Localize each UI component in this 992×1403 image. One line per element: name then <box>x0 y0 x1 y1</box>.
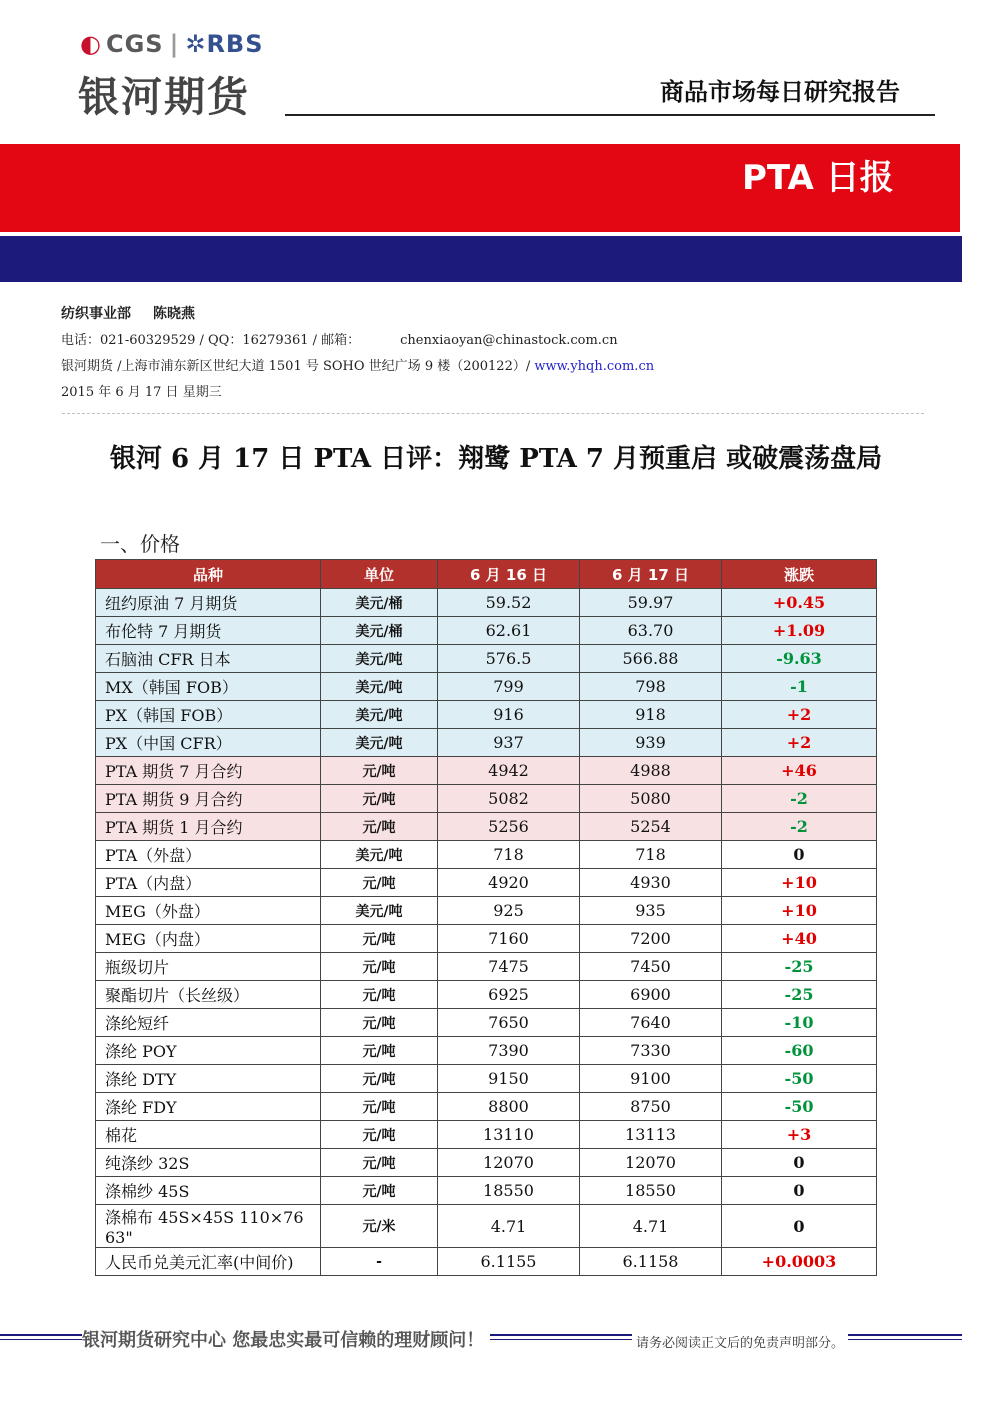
price-table <box>95 559 877 1276</box>
change-cell: -25 <box>722 981 877 1009</box>
table-row <box>96 1065 877 1093</box>
table-row <box>96 1248 877 1276</box>
unit-cell: 元/吨 <box>321 785 438 813</box>
product-name-cell: 瓶级切片 <box>96 953 321 981</box>
jun16-price-cell: 59.52 <box>438 589 580 617</box>
jun17-price-cell: 7200 <box>580 925 722 953</box>
table-row <box>96 869 877 897</box>
change-cell: -10 <box>722 1009 877 1037</box>
jun17-price-cell: 4988 <box>580 757 722 785</box>
jun16-price-cell: 18550 <box>438 1177 580 1205</box>
jun16-price-cell: 799 <box>438 673 580 701</box>
report-date: 2015 年 6 月 17 日 星期三 <box>61 385 222 400</box>
col-header-jun17: 6 月 17 日 <box>580 560 722 589</box>
table-row <box>96 757 877 785</box>
table-row <box>96 1009 877 1037</box>
table-row <box>96 673 877 701</box>
unit-cell: 元/吨 <box>321 1177 438 1205</box>
author-line <box>61 303 195 323</box>
product-name-cell: 涤纶 POY <box>96 1037 321 1065</box>
product-name-cell: PTA 期货 1 月合约 <box>96 813 321 841</box>
change-cell: -2 <box>722 813 877 841</box>
title-banner <box>0 144 960 232</box>
logo-separator: | <box>169 30 180 58</box>
col-header-change: 涨跌 <box>722 560 877 589</box>
unit-cell: 元/吨 <box>321 1037 438 1065</box>
change-cell: -2 <box>722 785 877 813</box>
unit-cell: 元/吨 <box>321 757 438 785</box>
jun17-price-cell: 566.88 <box>580 645 722 673</box>
analyst-name: 陈晓燕 <box>153 306 195 322</box>
unit-cell: 元/吨 <box>321 953 438 981</box>
product-name-cell: 涤纶 DTY <box>96 1065 321 1093</box>
col-header-product: 品种 <box>96 560 321 589</box>
footer-disclaimer: 请务必阅读正文后的免责声明部分。 <box>632 1332 848 1351</box>
change-cell: +0.0003 <box>722 1248 877 1276</box>
table-row <box>96 841 877 869</box>
footer-slogan: 银河期货研究中心 您最忠实最可信赖的理财顾问！ <box>82 1326 490 1352</box>
jun16-price-cell: 7390 <box>438 1037 580 1065</box>
change-cell: 0 <box>722 841 877 869</box>
product-name-cell: 纽约原油 7 月期货 <box>96 589 321 617</box>
jun17-price-cell: 939 <box>580 729 722 757</box>
contact-line <box>61 329 618 348</box>
jun17-price-cell: 718 <box>580 841 722 869</box>
company-name: 银河期货 <box>78 73 250 121</box>
product-name-cell: 涤纶 FDY <box>96 1093 321 1121</box>
product-name-cell: 涤棉布 45S×45S 110×76 63" <box>96 1205 321 1248</box>
jun16-price-cell: 12070 <box>438 1149 580 1177</box>
change-cell: -25 <box>722 953 877 981</box>
logo-rbs-icon: ✲ <box>185 30 207 58</box>
jun16-price-cell: 718 <box>438 841 580 869</box>
table-row <box>96 1149 877 1177</box>
product-name-cell: PTA（内盘） <box>96 869 321 897</box>
product-name-cell: 涤纶短纤 <box>96 1009 321 1037</box>
unit-cell: 美元/吨 <box>321 841 438 869</box>
department: 纺织事业部 <box>61 306 131 322</box>
product-name-cell: PX（韩国 FOB） <box>96 701 321 729</box>
jun17-price-cell: 12070 <box>580 1149 722 1177</box>
email-link[interactable]: chenxiaoyan@chinastock.com.cn <box>400 333 618 348</box>
change-cell: 0 <box>722 1205 877 1248</box>
product-name-cell: 棉花 <box>96 1121 321 1149</box>
change-cell: -1 <box>722 673 877 701</box>
unit-cell: 元/吨 <box>321 981 438 1009</box>
change-cell: +2 <box>722 729 877 757</box>
banner-title: PTA 日报 <box>742 158 894 198</box>
jun17-price-cell: 9100 <box>580 1065 722 1093</box>
table-row <box>96 1121 877 1149</box>
logo-rbs: RBS <box>206 30 264 58</box>
jun16-price-cell: 916 <box>438 701 580 729</box>
change-cell: +2 <box>722 701 877 729</box>
table-row <box>96 589 877 617</box>
jun16-price-cell: 937 <box>438 729 580 757</box>
table-row <box>96 701 877 729</box>
jun17-price-cell: 13113 <box>580 1121 722 1149</box>
table-row <box>96 1037 877 1065</box>
unit-cell: 元/吨 <box>321 1093 438 1121</box>
unit-cell: 元/吨 <box>321 1121 438 1149</box>
header-divider <box>285 114 935 116</box>
table-row <box>96 617 877 645</box>
jun16-price-cell: 62.61 <box>438 617 580 645</box>
unit-cell: 元/吨 <box>321 1065 438 1093</box>
jun16-price-cell: 4942 <box>438 757 580 785</box>
jun17-price-cell: 4.71 <box>580 1205 722 1248</box>
unit-cell: 美元/桶 <box>321 617 438 645</box>
jun16-price-cell: 576.5 <box>438 645 580 673</box>
table-row <box>96 645 877 673</box>
jun16-price-cell: 9150 <box>438 1065 580 1093</box>
change-cell: 0 <box>722 1177 877 1205</box>
change-cell: +1.09 <box>722 617 877 645</box>
product-name-cell: 人民币兑美元汇率(中间价) <box>96 1248 321 1276</box>
table-row <box>96 729 877 757</box>
change-cell: -50 <box>722 1093 877 1121</box>
product-name-cell: 涤棉纱 45S <box>96 1177 321 1205</box>
address: 银河期货 /上海市浦东新区世纪大道 1501 号 SOHO 世纪广场 9 楼（200122）/ <box>61 359 535 374</box>
col-header-unit: 单位 <box>321 560 438 589</box>
website-link[interactable]: www.yhqh.com.cn <box>534 359 655 374</box>
table-row <box>96 1205 877 1248</box>
table-row <box>96 785 877 813</box>
unit-cell: 美元/吨 <box>321 729 438 757</box>
change-cell: +40 <box>722 925 877 953</box>
unit-cell: 美元/吨 <box>321 645 438 673</box>
unit-cell: - <box>321 1248 438 1276</box>
jun16-price-cell: 7160 <box>438 925 580 953</box>
company-logo <box>80 30 264 58</box>
logo-swirl-icon: ◐ <box>80 30 102 58</box>
jun17-price-cell: 5254 <box>580 813 722 841</box>
unit-cell: 元/米 <box>321 1205 438 1248</box>
product-name-cell: PTA（外盘） <box>96 841 321 869</box>
jun17-price-cell: 7640 <box>580 1009 722 1037</box>
jun16-price-cell: 6925 <box>438 981 580 1009</box>
unit-cell: 元/吨 <box>321 1149 438 1177</box>
jun17-price-cell: 7450 <box>580 953 722 981</box>
change-cell: 0 <box>722 1149 877 1177</box>
change-cell: -9.63 <box>722 645 877 673</box>
price-table-body <box>96 589 877 1276</box>
unit-cell: 美元/吨 <box>321 673 438 701</box>
table-row <box>96 925 877 953</box>
change-cell: +46 <box>722 757 877 785</box>
jun16-price-cell: 7475 <box>438 953 580 981</box>
jun16-price-cell: 6.1155 <box>438 1248 580 1276</box>
jun17-price-cell: 8750 <box>580 1093 722 1121</box>
jun16-price-cell: 925 <box>438 897 580 925</box>
unit-cell: 美元/吨 <box>321 701 438 729</box>
jun17-price-cell: 918 <box>580 701 722 729</box>
product-name-cell: PTA 期货 9 月合约 <box>96 785 321 813</box>
jun17-price-cell: 5080 <box>580 785 722 813</box>
change-cell: +0.45 <box>722 589 877 617</box>
table-row <box>96 1093 877 1121</box>
product-name-cell: 纯涤纱 32S <box>96 1149 321 1177</box>
table-row <box>96 813 877 841</box>
jun16-price-cell: 5256 <box>438 813 580 841</box>
unit-cell: 美元/吨 <box>321 897 438 925</box>
jun17-price-cell: 935 <box>580 897 722 925</box>
price-table-header <box>96 560 877 589</box>
report-type: 商品市场每日研究报告 <box>660 78 900 106</box>
product-name-cell: 聚酯切片（长丝级） <box>96 981 321 1009</box>
dashed-divider <box>62 413 924 414</box>
jun17-price-cell: 63.70 <box>580 617 722 645</box>
jun17-price-cell: 6.1158 <box>580 1248 722 1276</box>
product-name-cell: PX（中国 CFR） <box>96 729 321 757</box>
change-cell: +10 <box>722 897 877 925</box>
product-name-cell: MEG（外盘） <box>96 897 321 925</box>
unit-cell: 元/吨 <box>321 925 438 953</box>
table-row <box>96 897 877 925</box>
jun17-price-cell: 7330 <box>580 1037 722 1065</box>
table-row <box>96 981 877 1009</box>
navy-banner <box>0 236 962 282</box>
address-line <box>61 355 654 374</box>
jun17-price-cell: 18550 <box>580 1177 722 1205</box>
section-title: 一、价格 <box>100 532 180 556</box>
jun17-price-cell: 59.97 <box>580 589 722 617</box>
change-cell: -60 <box>722 1037 877 1065</box>
jun17-price-cell: 6900 <box>580 981 722 1009</box>
unit-cell: 元/吨 <box>321 869 438 897</box>
product-name-cell: 石脑油 CFR 日本 <box>96 645 321 673</box>
change-cell: -50 <box>722 1065 877 1093</box>
change-cell: +3 <box>722 1121 877 1149</box>
table-row <box>96 953 877 981</box>
product-name-cell: MX（韩国 FOB） <box>96 673 321 701</box>
unit-cell: 元/吨 <box>321 813 438 841</box>
unit-cell: 美元/桶 <box>321 589 438 617</box>
headline: 银河 6 月 17 日 PTA 日评：翔鹭 PTA 7 月预重启 或破震荡盘局 <box>109 444 883 474</box>
jun16-price-cell: 5082 <box>438 785 580 813</box>
jun16-price-cell: 13110 <box>438 1121 580 1149</box>
unit-cell: 元/吨 <box>321 1009 438 1037</box>
table-row <box>96 1177 877 1205</box>
change-cell: +10 <box>722 869 877 897</box>
product-name-cell: PTA 期货 7 月合约 <box>96 757 321 785</box>
logo-cgs: CGS <box>105 30 164 58</box>
contact-info: 电话：021-60329529 / QQ：16279361 / 邮箱： <box>61 333 361 348</box>
jun16-price-cell: 4.71 <box>438 1205 580 1248</box>
product-name-cell: 布伦特 7 月期货 <box>96 617 321 645</box>
product-name-cell: MEG（内盘） <box>96 925 321 953</box>
jun16-price-cell: 4920 <box>438 869 580 897</box>
jun16-price-cell: 8800 <box>438 1093 580 1121</box>
jun17-price-cell: 4930 <box>580 869 722 897</box>
jun16-price-cell: 7650 <box>438 1009 580 1037</box>
col-header-jun16: 6 月 16 日 <box>438 560 580 589</box>
jun17-price-cell: 798 <box>580 673 722 701</box>
